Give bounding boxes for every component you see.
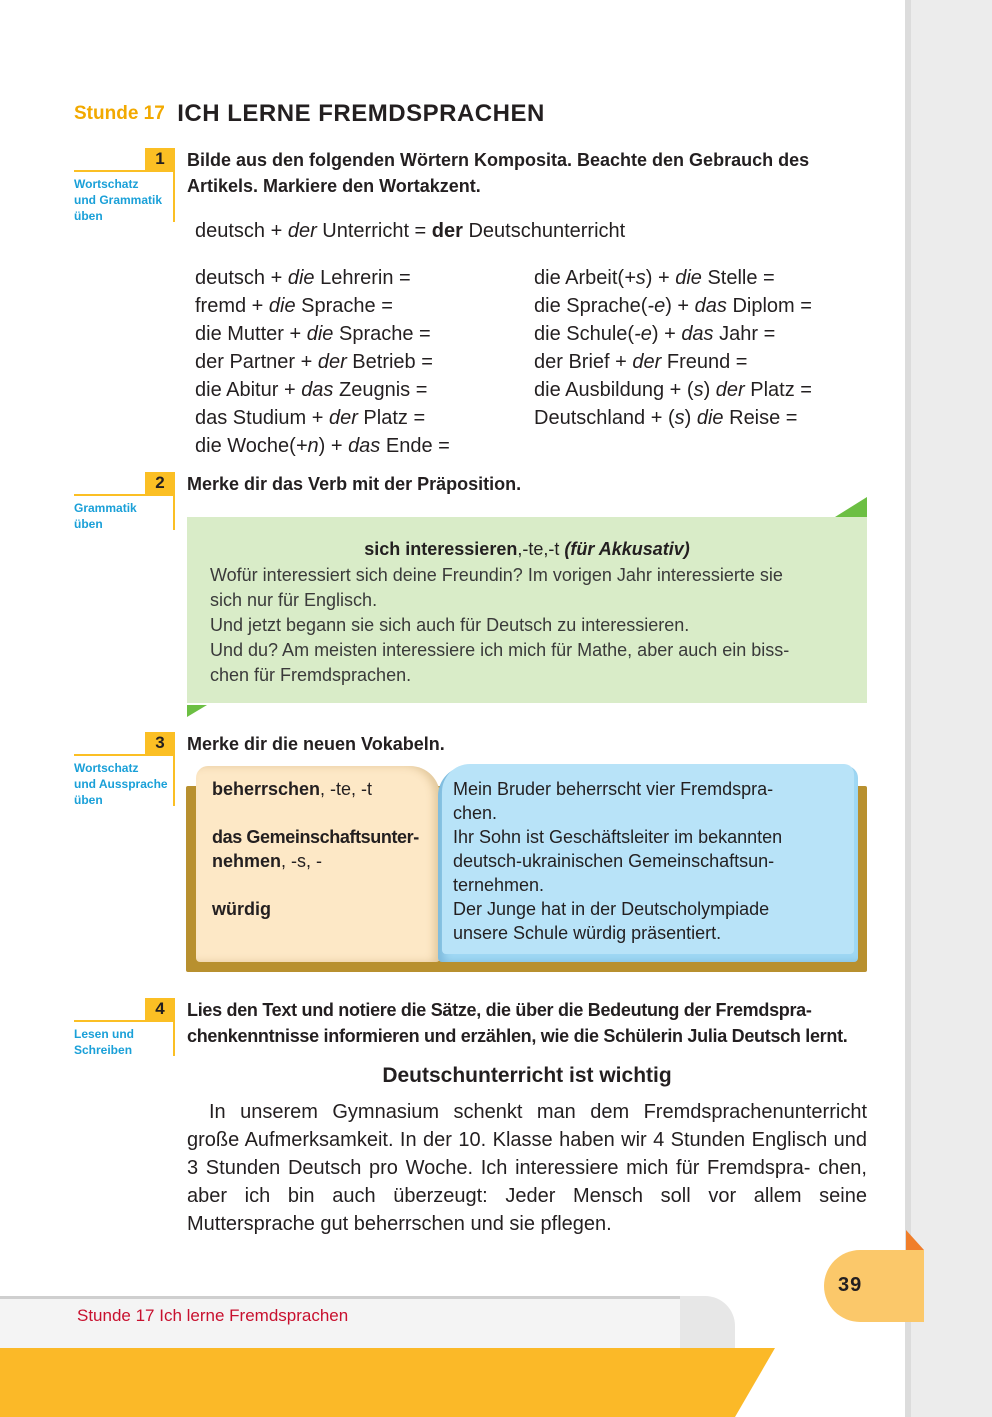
task-skill-line: üben	[74, 793, 103, 807]
reading-text: In unserem Gymnasium schenkt man dem Fremdsprachenunterricht große Aufmerksamkeit. In der 10. Klasse haben wir 4 Stunden Englisch und 3 Stunden Deutsch pro Woche. Ich interessiere mich für Fremdspra- chen, aber ich bin auch überzeugt: Jeder Mensch soll vor allem seine Muttersprache gut beherrschen und sie pflegen.	[187, 1101, 867, 1235]
example-line: Wofür interessiert sich deine Freundin? Im vorigen Jahr interessierte sie	[210, 565, 783, 585]
task-number: 4	[145, 998, 175, 1020]
task-2-instruction: Merke dir das Verb mit der Präposition.	[187, 474, 522, 494]
task-skill-line: und Grammatik	[74, 193, 163, 207]
lesson-title: ICH LERNE FREMDSPRACHEN	[177, 100, 545, 127]
task-divider-vertical	[173, 754, 175, 806]
task-3-instruction: Merke dir die neuen Vokabeln.	[187, 734, 445, 754]
task-3-marker	[74, 732, 175, 808]
page-edge-shadow	[905, 0, 911, 1417]
task-number: 3	[145, 732, 175, 754]
task-1-marker	[74, 148, 175, 224]
compound-item: die Mutter + die Sprache =	[195, 323, 431, 345]
task-divider-vertical	[173, 494, 175, 530]
grammar-verb-heading: sich interessieren,-te,-t (für Akkusativ)	[364, 539, 690, 559]
compound-item: fremd + die Sprache =	[195, 295, 393, 317]
task-divider	[74, 1020, 175, 1022]
vocab-sentence-line: unsere Schule würdig präsentiert.	[453, 923, 722, 943]
task-4-marker	[74, 998, 175, 1058]
vocab-sentence-line: Der Junge hat in der Deutscholympiade	[453, 899, 770, 919]
task-skill-label	[74, 500, 137, 532]
task-2-marker	[74, 472, 175, 532]
vocab-sentence-line: Mein Bruder beherrscht vier Fremdspra-	[453, 779, 774, 799]
lesson-header	[74, 100, 545, 128]
vocab-sentence-line: ternehmen.	[453, 875, 545, 895]
vocab-word: nehmen, -s, -	[212, 851, 323, 871]
compound-item: Deutschland + (s) die Reise =	[534, 407, 798, 429]
task-skill-line: üben	[74, 517, 103, 531]
example-line: Und jetzt begann sie sich auch für Deutsch zu interessieren.	[210, 615, 690, 635]
example-line: chen für Fremdsprachen.	[210, 665, 412, 685]
vocab-word: würdig	[212, 899, 271, 919]
task-divider-vertical	[173, 1020, 175, 1056]
task-skill-line: Wortschatz	[74, 761, 139, 775]
vocab-sentence-line: chen.	[453, 803, 498, 823]
vocabulary-words	[212, 777, 432, 921]
compound-item: das Studium + der Platz =	[195, 407, 426, 429]
vocabulary-sentences	[453, 777, 843, 945]
compound-item: der Partner + der Betrieb =	[195, 351, 433, 373]
lesson-number: Stunde 17	[74, 103, 165, 124]
vocab-sentence-line: Ihr Sohn ist Geschäftsleiter im bekannten	[453, 827, 783, 847]
compound-item: die Ausbildung + (s) der Platz =	[534, 379, 812, 401]
page-tab-corner	[906, 1230, 924, 1250]
task-skill-label	[74, 760, 168, 808]
grammar-box-corner	[835, 497, 867, 517]
task-1-instruction: Bilde aus den folgenden Wörtern Komposita. Beachte den Gebrauch des Artikels. Markiere den Wortakzent.	[187, 150, 810, 196]
task-number: 1	[145, 148, 175, 170]
vocab-word: beherrschen, -te, -t	[212, 779, 373, 799]
compound-item: der Brief + der Freund =	[534, 351, 748, 373]
footer-yellow-band	[0, 1348, 775, 1417]
task-4-instruction: Lies den Text und notiere die Sätze, die über die Bedeutung der Fremdspra- chenkenntnisse informieren und erzählen, wie die Schülerin Julia Deutsch lernt.	[187, 1000, 848, 1046]
compound-item: die Woche(+n) + das Ende =	[195, 435, 450, 457]
compound-item: die Arbeit(+s) + die Stelle =	[534, 267, 775, 289]
task-number: 2	[145, 472, 175, 494]
task-divider	[74, 494, 175, 496]
example-line: sich nur für Englisch.	[210, 590, 378, 610]
compound-item: die Schule(-e) + das Jahr =	[534, 323, 776, 345]
compound-list-left	[195, 264, 450, 460]
compound-item: deutsch + die Lehrerin =	[195, 267, 411, 289]
task-divider	[74, 754, 175, 756]
task-skill-line: Wortschatz	[74, 177, 139, 191]
task-skill-line: Schreiben	[74, 1043, 133, 1057]
example-line: Und du? Am meisten interessiere ich mich für Mathe, aber auch ein biss-	[210, 640, 790, 660]
compound-list-right	[534, 264, 812, 432]
vocab-word: das Gemeinschaftsunter-	[212, 827, 419, 847]
vocab-sentence-line: deutsch-ukrainischen Gemeinschaftsun-	[453, 851, 775, 871]
compound-example: deutsch + der Unterricht = der Deutschunterricht	[195, 220, 626, 242]
compound-item: die Abitur + das Zeugnis =	[195, 379, 428, 401]
compound-item: die Sprache(-e) + das Diplom =	[534, 295, 812, 317]
task-skill-line: und Aussprache	[74, 777, 168, 791]
task-divider	[74, 170, 175, 172]
task-skill-line: Grammatik	[74, 501, 137, 515]
task-skill-label	[74, 1026, 134, 1058]
footer-bar-end	[680, 1296, 735, 1348]
footer-running-title: Stunde 17 Ich lerne Fremdsprachen	[77, 1306, 349, 1325]
page-number: 39	[838, 1274, 863, 1296]
footer-band-cut	[735, 1348, 775, 1417]
page-edge	[905, 0, 992, 1417]
grammar-box-corner	[187, 705, 207, 717]
task-divider-vertical	[173, 170, 175, 222]
grammar-examples	[210, 563, 850, 688]
task-skill-label	[74, 176, 162, 224]
task-skill-line: Lesen und	[74, 1027, 135, 1041]
task-skill-line: üben	[74, 209, 103, 223]
reading-title: Deutschunterricht ist wichtig	[382, 1064, 672, 1087]
